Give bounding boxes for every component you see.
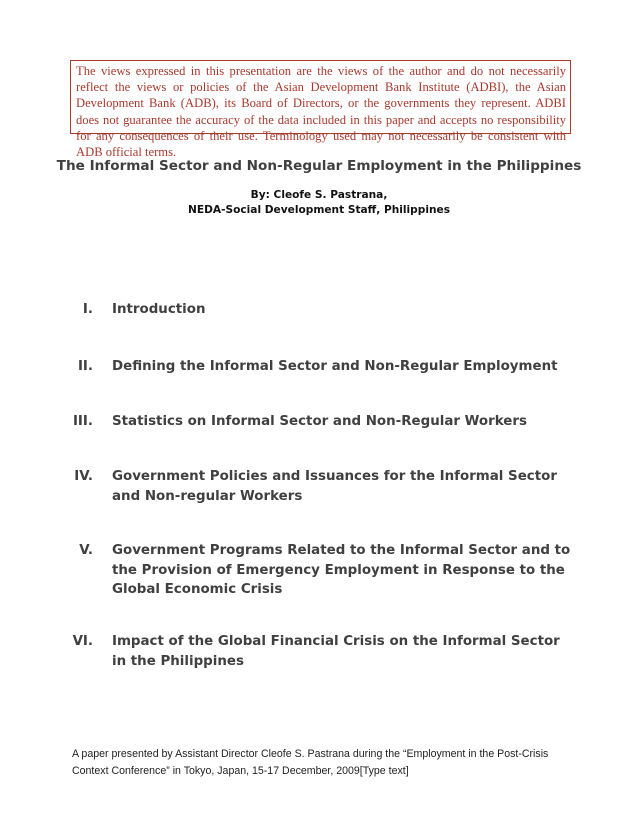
author-line: By: Cleofe S. Pastrana,	[250, 189, 388, 201]
disclaimer-box: The views expressed in this presentation are the views of the author and do not necessarily reflect the views or policies of the Asian Development Bank Institute (ADBI), the Asian Development Bank (ADB), its Board of Directors, or the governments they represent. ADBI does not guarantee the accuracy of the data included in this paper and accepts no responsibility for any consequences of their use. Terminology used may not necessarily be consistent with ADB official terms.	[70, 60, 571, 134]
footer-note: A paper presented by Assistant Director Cleofe S. Pastrana during the “Employment in the Post-Crisis Context Conference” in Tokyo, Japan, 15-17 December, 2009[Type text]	[72, 748, 549, 777]
toc-number: IV.	[74, 469, 93, 484]
toc-heading: Impact of the Global Financial Crisis on the Informal Sector in the Philippines	[112, 634, 560, 669]
toc-heading: Statistics on Informal Sector and Non-Regular Workers	[112, 414, 527, 429]
toc-heading: Government Policies and Issuances for the Informal Sector and Non-regular Workers	[112, 469, 557, 504]
toc-heading: Defining the Informal Sector and Non-Regular Employment	[112, 359, 558, 374]
toc-number: I.	[82, 302, 93, 317]
toc-number: V.	[79, 543, 93, 558]
toc-number: II.	[77, 359, 93, 374]
organization-line: NEDA-Social Development Staff, Philippines	[187, 204, 451, 216]
toc-number: III.	[72, 414, 93, 429]
paper-title: The Informal Sector and Non-Regular Employment in the Philippines	[56, 158, 582, 174]
toc-number: VI.	[72, 634, 93, 649]
toc-heading: Government Programs Related to the Informal Sector and to the Provision of Emergency Employment in Response to the Global Economic Crisis	[112, 543, 571, 598]
toc-heading: Introduction	[112, 302, 206, 317]
